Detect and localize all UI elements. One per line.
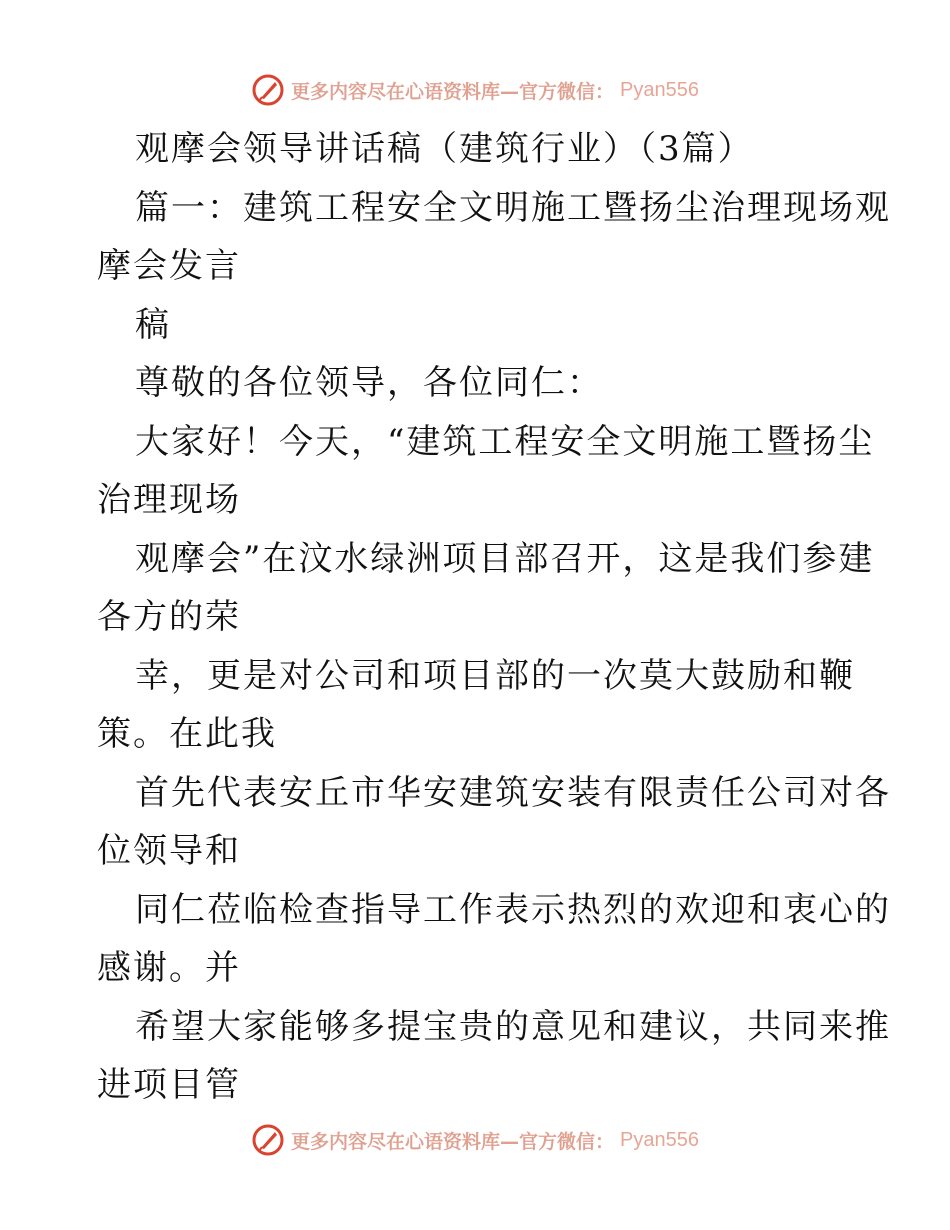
paragraph-line: 策。在此我 (97, 714, 277, 754)
paragraph-line: 同仁莅临检查指导工作表示热烈的欢迎和衷心的 (135, 889, 891, 930)
banner-wechat-id: Pyan556 (620, 78, 699, 101)
red-feather-pen-logo-icon (251, 1123, 285, 1157)
section-heading-cont: 稿 (135, 304, 171, 345)
header-watermark-banner (0, 70, 950, 110)
section-heading: 篇一：建筑工程安全文明施工暨扬尘治理现场观 (135, 187, 891, 228)
paragraph-line: 幸，更是对公司和项目部的一次莫大鼓励和鞭 (135, 655, 855, 696)
banner-wechat-id: Pyan556 (620, 1128, 699, 1151)
red-feather-pen-logo-icon (251, 73, 285, 107)
document-title: 观摩会领导讲话稿（建筑行业）（3篇） (135, 129, 754, 169)
paragraph-line: 治理现场 (97, 480, 241, 520)
section-heading-cont: 摩会发言 (97, 246, 241, 286)
paragraph-line: 各方的荣 (97, 597, 241, 637)
paragraph-line: 感谢。并 (97, 948, 241, 988)
salutation: 尊敬的各位领导，各位同仁： (135, 363, 603, 403)
paragraph-line: 希望大家能够多提宝贵的意见和建议，共同来推 (135, 1006, 891, 1047)
footer-watermark-banner (0, 1120, 950, 1160)
paragraph-line: 位领导和 (97, 831, 241, 871)
document-body (97, 120, 891, 1115)
banner-text: 更多内容尽在心语资料库—官方微信： (291, 80, 615, 103)
paragraph-line: 首先代表安丘市华安建筑安装有限责任公司对各 (135, 772, 891, 813)
banner-text: 更多内容尽在心语资料库—官方微信： (291, 1130, 615, 1153)
paragraph-line: 大家好！今天，“建筑工程安全文明施工暨扬尘 (135, 421, 875, 462)
paragraph-line: 观摩会”在汶水绿洲项目部召开，这是我们参建 (135, 538, 875, 579)
paragraph-line: 进项目管 (97, 1065, 241, 1105)
